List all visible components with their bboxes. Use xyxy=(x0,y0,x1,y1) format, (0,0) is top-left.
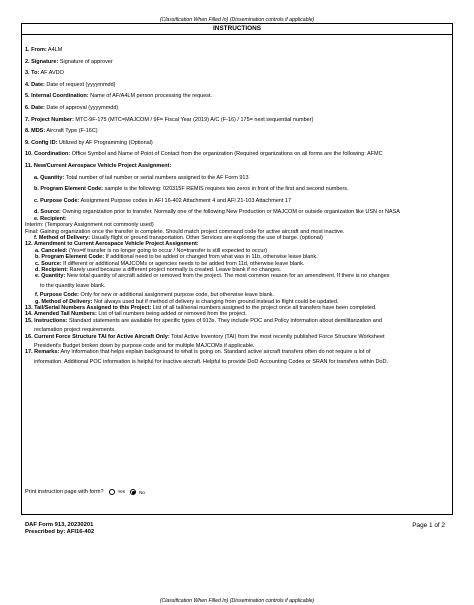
item-16-cont: President's Budget broken down by purpose code and for multiple MAJCOMs if applicable. xyxy=(34,343,255,350)
prescribed-by: Prescribed by: AFI16-402 xyxy=(25,529,95,536)
item-14: 14. Amended Tail Numbers: List of tail numbers being added or removed from the project. xyxy=(25,311,247,318)
item-11f: f. Method of Delivery: Usually flight or ground transportation. Other Services are exploring the use of barge. (optional) xyxy=(34,234,323,241)
item-2: 2. Signature: Signature of approver xyxy=(25,58,113,65)
print-yes-label: Yes xyxy=(117,488,126,494)
item-3: 3. To: AF AVDO xyxy=(25,70,64,77)
print-no-label: No xyxy=(139,489,145,495)
item-9: 9. Config ID: Utilized by AF Programming (Optional) xyxy=(25,139,153,146)
item-12g: g. Method of Delivery: Not always used but if method of delivery is changing from ground instead to flight could be updated. xyxy=(35,298,339,305)
classification-bottom: (Classification When Filled In) (Dissemination controls if applicable) xyxy=(159,598,315,604)
form-footer xyxy=(25,522,94,537)
item-5: 5. Internal Coordination: Name of AF/A4LM person processing the request. xyxy=(25,93,213,100)
item-8: 8. MDS: Aircraft Type (F-16C) xyxy=(25,128,98,135)
print-instructions-row xyxy=(25,489,145,495)
item-13: 13. Tail/Serial Numbers Assigned to this Project: List of all tail/serial numbers assigned to the project once all transfers have been completed. xyxy=(25,305,377,311)
page-number: Page 1 of 2 xyxy=(412,522,445,529)
print-no-radio[interactable] xyxy=(130,489,136,495)
item-6: 6. Date: Date of approval (yyyymmdd) xyxy=(25,104,119,111)
item-12: 12. Amendment to Current Aerospace Vehicle Project Assignment: xyxy=(25,241,199,248)
form-number: DAF Form 913, 20230201 xyxy=(25,522,94,528)
item-11e-interim: Interim: (Temporary Assignment not commonly used) xyxy=(25,222,154,229)
instructions-header: INSTRUCTIONS xyxy=(22,24,452,35)
item-10: 10. Coordination: Office Symbol and Name of Point of Contact from the organization (Required organizations on all forms are the following: AFMC xyxy=(25,151,383,158)
item-12b: b. Program Element Code: If additional need to be added or changed from what was in 11b, otherwise leave blank. xyxy=(35,254,318,261)
item-1: 1. From: A4LM xyxy=(25,47,63,53)
item-4: 4. Date: Date of request (yyyymmdd) xyxy=(25,81,116,88)
instructions-content xyxy=(25,47,451,365)
print-yes-radio[interactable] xyxy=(109,489,115,495)
item-11c: c. Purpose Code: Assignment Purpose codes in AFI 16-402 Attachment 4 and AFI 21-103 Attachment 17 xyxy=(34,197,292,204)
classification-top: (Classification When Filled In) (Dissemination controls if applicable) xyxy=(159,17,315,23)
item-7: 7. Project Number: MTC-9F-175 (MTC=MAJCOM / 9F= Fiscal Year (2019) A/C (F-16) / 175= next sequential number) xyxy=(25,116,314,123)
instructions-box xyxy=(21,23,453,515)
item-12d: d. Recipient: Rarely used because a different project normally is created. Leave blank if no changes. xyxy=(35,266,282,273)
item-12c: c. Source: If different or additional MAJCOMs or agencies needs to be added from 11d, otherwise leave blank. xyxy=(35,260,305,267)
item-12a: a. Canceled: (Yes=if transfer is no longer going to occur / No=transfer is still expected to occur) xyxy=(35,247,268,254)
item-11b: b. Program Element Code: sample is the following: 020315F REMIS requires two zeros in front of the first and second numbers. xyxy=(34,186,349,193)
item-17-cont: information. Additional POC information is helpful for inactive aircraft. Helpful to provide DoD Accounting Codes or SRAN for transfers within DoD. xyxy=(34,358,388,365)
print-instructions-label: Print instruction page with form? xyxy=(25,489,104,495)
item-11e-final: Final: Gaining organization once the transfer is complete. Should match project command code for active aircraft and most inactive. xyxy=(25,228,345,235)
item-11d: d. Source: Owning organization prior to transfer. Normally one of the following New Production or MAJCOM or outside organization like USN or NASA xyxy=(34,209,400,216)
item-11e: e. Recipient: xyxy=(34,215,67,222)
item-15-cont: reclamation project requirements. xyxy=(34,327,116,334)
item-11: 11. New/Current Aerospace Vehicle Project Assignment: xyxy=(25,162,172,169)
item-12f: f. Purpose Code: Only for new or additional assignment purpose code, but otherwise leave blank. xyxy=(35,292,275,299)
item-16: 16. Current Force Structure TAI for Active Aircraft Only: Total Active Inventory (TAI) from the most recently published Force Structure Worksheet xyxy=(25,333,385,340)
item-17: 17. Remarks: Any information that helps explain background to what is going on. Standard active aircraft transfers often do not require a lot of xyxy=(25,349,371,356)
item-11a: a. Quantity: Total number of tail number or serial numbers assigned to the AF Form 913 xyxy=(34,174,249,181)
item-12e: e. Quantity: New total quantity of aircraft added or removed from the project. The most common reason for an amendment. If there is no changes xyxy=(35,273,390,280)
item-15: 15. Instructions: Standard statements are available for specific types of 913s. They include POC and Policy information about demilitarization and xyxy=(25,317,382,324)
item-12e-cont: to the quantity leave blank. xyxy=(40,282,106,289)
